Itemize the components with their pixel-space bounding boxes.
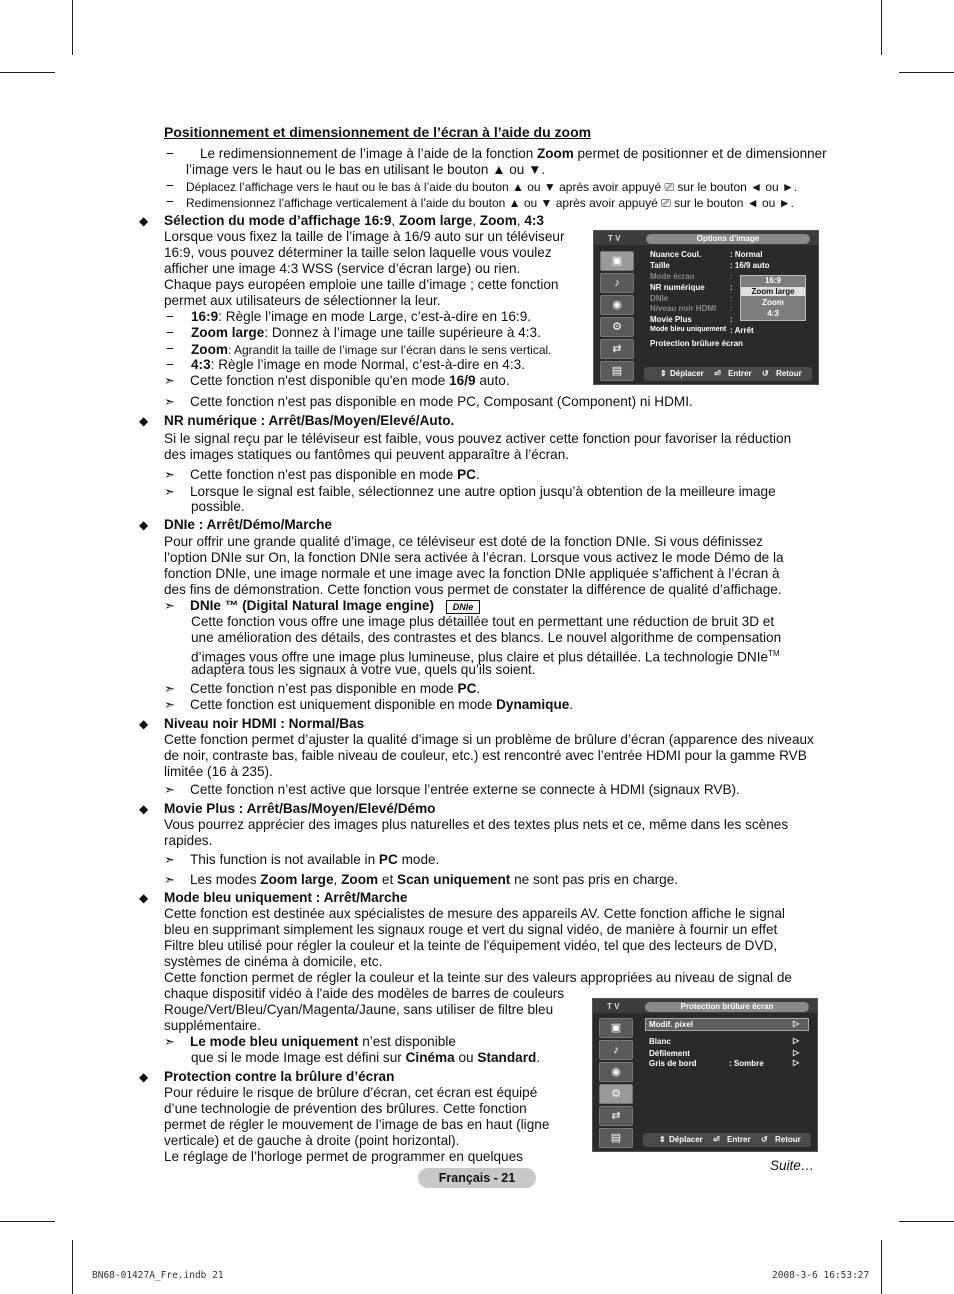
arrow-right-icon: ▷ (793, 1048, 800, 1057)
dash-mark: − (166, 341, 174, 356)
note-arrow-icon: ➣ (164, 467, 175, 482)
intro-line-3: Déplacez l’affichage vers le haut ou le bas à l’aide du bouton ▲ ou ▼ après avoir appuyé ⎚ sur le bouton ◄ ou ►. (186, 180, 798, 194)
osd-row-label: DNIe (650, 294, 669, 303)
mode-text: Chaque pays européen emploie une taille d’image ; cette fonction (164, 277, 559, 292)
arrow-right-icon: ▷ (793, 1019, 800, 1028)
osd-picture-options (593, 230, 819, 385)
movie-text: Vous pourrez apprécier des images plus naturelles et des textes plus nets et ce, même dans les scènes (164, 817, 789, 832)
intro-line-2: l’image vers le haut ou le bas en utilisant le bouton ▲ ou ▼. (186, 162, 546, 177)
note-arrow-icon: ➣ (164, 872, 175, 887)
note-line: ➣ Cette fonction n’est pas disponible en mode PC. (164, 681, 481, 696)
osd-row-value: : (730, 283, 733, 292)
note-text: possible. (191, 499, 245, 514)
crop-mark (881, 1240, 882, 1294)
osd-title: Options d’image (646, 234, 810, 244)
note-line: ➣ Cette fonction n'est pas disponible en mode PC, Composant (Component) ni HDMI. (164, 394, 693, 409)
arrow-right-icon: ▷ (793, 1036, 800, 1045)
movie-heading: Movie Plus : Arrêt/Bas/Moyen/Elevé/Démo (164, 801, 436, 816)
print-timestamp: 2008-3-6 16:53:27 (772, 1270, 870, 1281)
note-arrow-icon: ➣ (164, 1034, 175, 1049)
diamond-bullet-icon: ◆ (139, 891, 149, 905)
blue-heading: Mode bleu uniquement : Arrêt/Marche (164, 890, 408, 905)
dnie-logo: DNIe (446, 600, 480, 614)
move-label: Déplacer (670, 369, 704, 378)
dash-mark: − (166, 357, 174, 372)
dnie-text: d’images vous offre une image plus lumineuse, plus claire et plus détaillée. La technologie DNIe™ (191, 649, 780, 665)
sound-menu-icon[interactable]: ♪ (600, 273, 634, 293)
note-line: ➣ Lorsque le signal est faible, sélectionnez une autre option jusqu’à obtention de la meilleure image (164, 484, 776, 499)
blue-text: chaque dispositif vidéo à l'aide des modèles de barres de couleurs (164, 986, 565, 1001)
dnie-heading: DNIe : Arrêt/Démo/Marche (164, 517, 332, 532)
note-arrow-icon: ➣ (164, 681, 175, 696)
osd-footer (643, 1133, 811, 1147)
enter-icon: ⏎ (714, 369, 721, 378)
blue-text: Filtre bleu utilisé pour régler la couleur et la teinte de l'équipement vidéo, tel que des lecteurs de DVD, (164, 938, 778, 953)
osd-row-label[interactable]: Blanc (649, 1037, 671, 1046)
section-title: Positionnement et dimensionnement de l’écran à l’aide du zoom (164, 124, 592, 140)
move-label: Déplacer (669, 1135, 703, 1144)
mode-option-zoom-large: Zoom large: Donnez à l’image une taille supérieure à 4:3. (191, 325, 541, 340)
crop-mark (72, 0, 73, 55)
crop-mark (0, 72, 55, 73)
enter-label: Entrer (728, 369, 752, 378)
mode-text: permet aux utilisateurs de sélectionner la leur. (164, 293, 441, 308)
crop-mark (0, 1221, 55, 1222)
channel-menu-icon[interactable]: ◉ (600, 295, 634, 315)
osd-row-value: : (730, 315, 733, 324)
osd-row-label[interactable]: Mode bleu uniquement (650, 326, 727, 333)
note-arrow-icon: ➣ (164, 394, 175, 409)
osd-row-label[interactable]: Taille (650, 261, 670, 270)
blue-text: supplémentaire. (164, 1018, 261, 1033)
arrow-right-icon: ▷ (793, 1058, 800, 1067)
note-line: ➣ Le mode bleu uniquement n’est disponible (164, 1034, 456, 1049)
blue-text: Cette fonction permet de régler la couleur et la teinte sur des valeurs appropriées au niveau de signal de (164, 970, 792, 985)
hdmi-text: limitée (16 à 235). (164, 764, 273, 779)
mode-option-43: 4:3: Règle l’image en mode Normal, c’est-à-dire en 4:3. (191, 357, 525, 372)
mode-text: Lorsque vous fixez la taille de l’image à 16/9 auto sur un téléviseur (164, 229, 565, 244)
application-menu-icon[interactable]: ▤ (599, 1128, 633, 1148)
size-option[interactable]: 4:3 (767, 309, 779, 318)
osd-row-value: : (730, 304, 733, 313)
dnie-text: une amélioration des détails, des contrastes et des blancs. Le nouvel algorithme de compensation (191, 630, 782, 645)
dash-mark: − (166, 309, 174, 324)
note-text: que si le mode Image est défini sur Cinéma ou Standard. (191, 1050, 541, 1065)
mode-text: afficher une image 4:3 WSS (service d’écran large) ou rien. (164, 261, 521, 276)
movie-text: rapides. (164, 833, 213, 848)
blue-text: bleu en supprimant simplement les signaux rouge et vert du signal vidéo, de manière à fournir un effet (164, 922, 778, 937)
mode-heading: Sélection du mode d’affichage 16:9, Zoom large, Zoom, 4:3 (164, 213, 544, 228)
return-icon: ↺ (761, 1135, 768, 1144)
continued-label: Suite… (770, 1158, 815, 1173)
dnie-text: Pour offrir une grande qualité d’image, ce téléviseur est doté de la fonction DNIe. Si vous définissez (164, 534, 763, 549)
osd-row-label: Mode écran (650, 272, 695, 281)
osd-row-value: : 16/9 auto (730, 261, 770, 270)
osd-row-label[interactable]: Protection brûlure écran (650, 339, 743, 348)
osd-row-value: : Normal (730, 250, 763, 259)
osd-row-value: : Sombre (729, 1059, 764, 1068)
note-arrow-icon: ➣ (164, 782, 175, 797)
osd-row-value: : (730, 272, 733, 281)
input-menu-icon[interactable]: ⇄ (599, 1106, 633, 1126)
enter-label: Entrer (727, 1135, 751, 1144)
osd-tv-label: T V (607, 1002, 620, 1011)
sound-menu-icon[interactable]: ♪ (599, 1040, 633, 1060)
nr-text: des images statiques ou fantômes qui peuvent apparaître à l’écran. (164, 447, 570, 462)
size-option[interactable]: 16:9 (764, 276, 781, 285)
print-file-info: BN68-01427A_Fre.indb 21 (92, 1270, 224, 1281)
osd-row-label[interactable]: Modif. pixel (649, 1020, 693, 1029)
setup-menu-icon[interactable]: ⚙ (600, 317, 634, 337)
note-line: ➣ Cette fonction n'est disponible qu'en mode 16/9 auto. (164, 373, 510, 388)
hdmi-text: de noir, contraste bas, faible niveau de couleur, etc.) est rencontré avec l’entrée HDMI pour la gamme RVB (164, 748, 807, 763)
osd-footer (644, 367, 812, 381)
crop-mark (899, 1221, 954, 1222)
hdmi-heading: Niveau noir HDMI : Normal/Bas (164, 716, 365, 731)
note-arrow-icon: ➣ (164, 852, 175, 867)
burn-text: d’une technologie de prévention des brûlures. Cette fonction (164, 1101, 527, 1116)
move-icon: ⇕ (659, 1135, 666, 1144)
intro-line-4: Redimensionnez l’affichage verticalement à l’aide du bouton ▲ ou ▼ après avoir appuyé ⎚ sur le bouton ◄ ou ►. (186, 196, 794, 210)
dnie-text: fonction DNIe, une image normale et une image avec la fonction DNIe appliquée s’affichent à l’écran à (164, 566, 780, 581)
burn-text: permet de régler le mouvement de l’image de bas en haut (ligne (164, 1117, 550, 1132)
burn-text: verticale) et de gauche à droite (point horizontal). (164, 1133, 460, 1148)
osd-row-label[interactable]: NR numérique (650, 283, 705, 292)
nr-text: Si le signal reçu par le téléviseur est faible, vous pouvez activer cette fonction pour favoriser la réduction (164, 431, 792, 446)
osd-row-label[interactable]: Movie Plus (650, 315, 692, 324)
burn-text: Pour réduire le risque de brûlure d’écran, cet écran est équipé (164, 1085, 538, 1100)
dash-mark: − (166, 146, 174, 161)
dash-mark: − (166, 194, 174, 209)
dnie-text: adaptera tous les signaux à votre vue, quels qu’ils soient. (191, 662, 536, 677)
input-menu-icon[interactable]: ⇄ (600, 339, 634, 359)
note-arrow-icon: ➣ (164, 697, 175, 712)
size-options-list (740, 275, 806, 321)
diamond-bullet-icon: ◆ (139, 1070, 149, 1084)
osd-burn-protection (592, 998, 818, 1152)
note-line: ➣ Cette fonction n'est pas disponible en mode PC. (164, 467, 480, 482)
mode-option-zoom: Zoom: Agrandit la taille de l’image sur l’écran dans le sens vertical. (191, 342, 552, 357)
osd-row-label[interactable]: Nuance Coul. (650, 250, 702, 259)
diamond-bullet-icon: ◆ (139, 414, 149, 428)
picture-menu-icon[interactable]: ▣ (599, 1018, 633, 1038)
burn-text: Le réglage de l’horloge permet de programmer en quelques (164, 1149, 523, 1164)
diamond-bullet-icon: ◆ (139, 717, 149, 731)
dnie-text: des fins de démonstration. Cette fonction vous permet de constater la différence de qualité d’affichage. (164, 582, 782, 597)
dnie-text: l’option DNIe sur On, la fonction DNIe sera activée à l’écran. Lorsque vous activez le mode Démo de la (164, 550, 784, 565)
osd-row-label[interactable]: Gris de bord (649, 1059, 697, 1068)
note-line: ➣ This function is not available in PC mode. (164, 852, 440, 867)
move-icon: ⇕ (660, 369, 667, 378)
note-line: ➣ Les modes Zoom large, Zoom et Scan uniquement ne sont pas pris en charge. (164, 872, 679, 887)
note-arrow-icon: ➣ (164, 373, 175, 388)
nr-heading: NR numérique : Arrêt/Bas/Moyen/Elevé/Auto. (164, 413, 455, 428)
diamond-bullet-icon: ◆ (139, 802, 149, 816)
burn-heading: Protection contre la brûlure d’écran (164, 1069, 395, 1084)
diamond-bullet-icon: ◆ (139, 214, 149, 228)
return-icon: ↺ (762, 369, 769, 378)
picture-menu-icon[interactable]: ▣ (600, 251, 634, 271)
blue-text: Rouge/Vert/Bleu/Cyan/Magenta/Jaune, sans utiliser de filtre bleu (164, 1002, 554, 1017)
note-line: ➣ Cette fonction n’est active que lorsque l’entrée externe se connecte à HDMI (signaux RVB). (164, 782, 740, 797)
size-option[interactable]: Zoom (762, 298, 784, 307)
crop-mark (881, 0, 882, 55)
osd-title: Protection brûlure écran (645, 1002, 809, 1012)
blue-text: Cette fonction est destinée aux spécialistes de mesure des appareils AV. Cette fonction affiche le signal (164, 906, 785, 921)
return-label: Retour (776, 369, 802, 378)
enter-icon: ⏎ (713, 1135, 720, 1144)
note-arrow-icon: ➣ (164, 598, 175, 613)
mode-text: 16:9, vous pouvez déterminer la taille selon laquelle vous voulez (164, 245, 552, 260)
dash-mark: − (166, 325, 174, 340)
application-menu-icon[interactable]: ▤ (600, 361, 634, 381)
dnie-text: Cette fonction vous offre une image plus détaillée tout en permettant une réduction de bruit 3D et (191, 614, 775, 629)
hdmi-text: Cette fonction permet d’ajuster la qualité d’image si un problème de brûlure d’écran (apparence des niveaux (164, 732, 814, 747)
crop-mark (899, 72, 954, 73)
channel-menu-icon[interactable]: ◉ (599, 1062, 633, 1082)
dash-mark: − (166, 178, 174, 193)
blue-text: systèmes de cinéma à domicile, etc. (164, 954, 383, 969)
osd-row-value: : Arrêt (730, 326, 754, 335)
note-arrow-icon: ➣ (164, 484, 175, 499)
crop-mark (72, 1240, 73, 1294)
note-line: ➣ Cette fonction est uniquement disponible en mode Dynamique. (164, 697, 574, 712)
intro-line-1: Le redimensionnement de l’image à l’aide de la fonction Zoom permet de positionner et de dimensionner (200, 146, 827, 161)
setup-menu-icon[interactable]: ⚙ (599, 1084, 633, 1104)
osd-row-value: : (730, 294, 733, 303)
mode-option-169: 16:9: Règle l’image en mode Large, c’est-à-dire en 16:9. (191, 309, 532, 324)
osd-row-label: Niveau noir HDMI (650, 304, 717, 313)
page-number-badge: Français - 21 (418, 1168, 536, 1188)
osd-row-label[interactable]: Défilement (649, 1049, 690, 1058)
dnie-subheading: ➣ DNIe ™ (Digital Natural Image engine) (164, 598, 434, 613)
diamond-bullet-icon: ◆ (139, 518, 149, 532)
osd-tv-label: T V (608, 234, 621, 243)
return-label: Retour (775, 1135, 801, 1144)
size-option-selected[interactable]: Zoom large (741, 287, 805, 296)
